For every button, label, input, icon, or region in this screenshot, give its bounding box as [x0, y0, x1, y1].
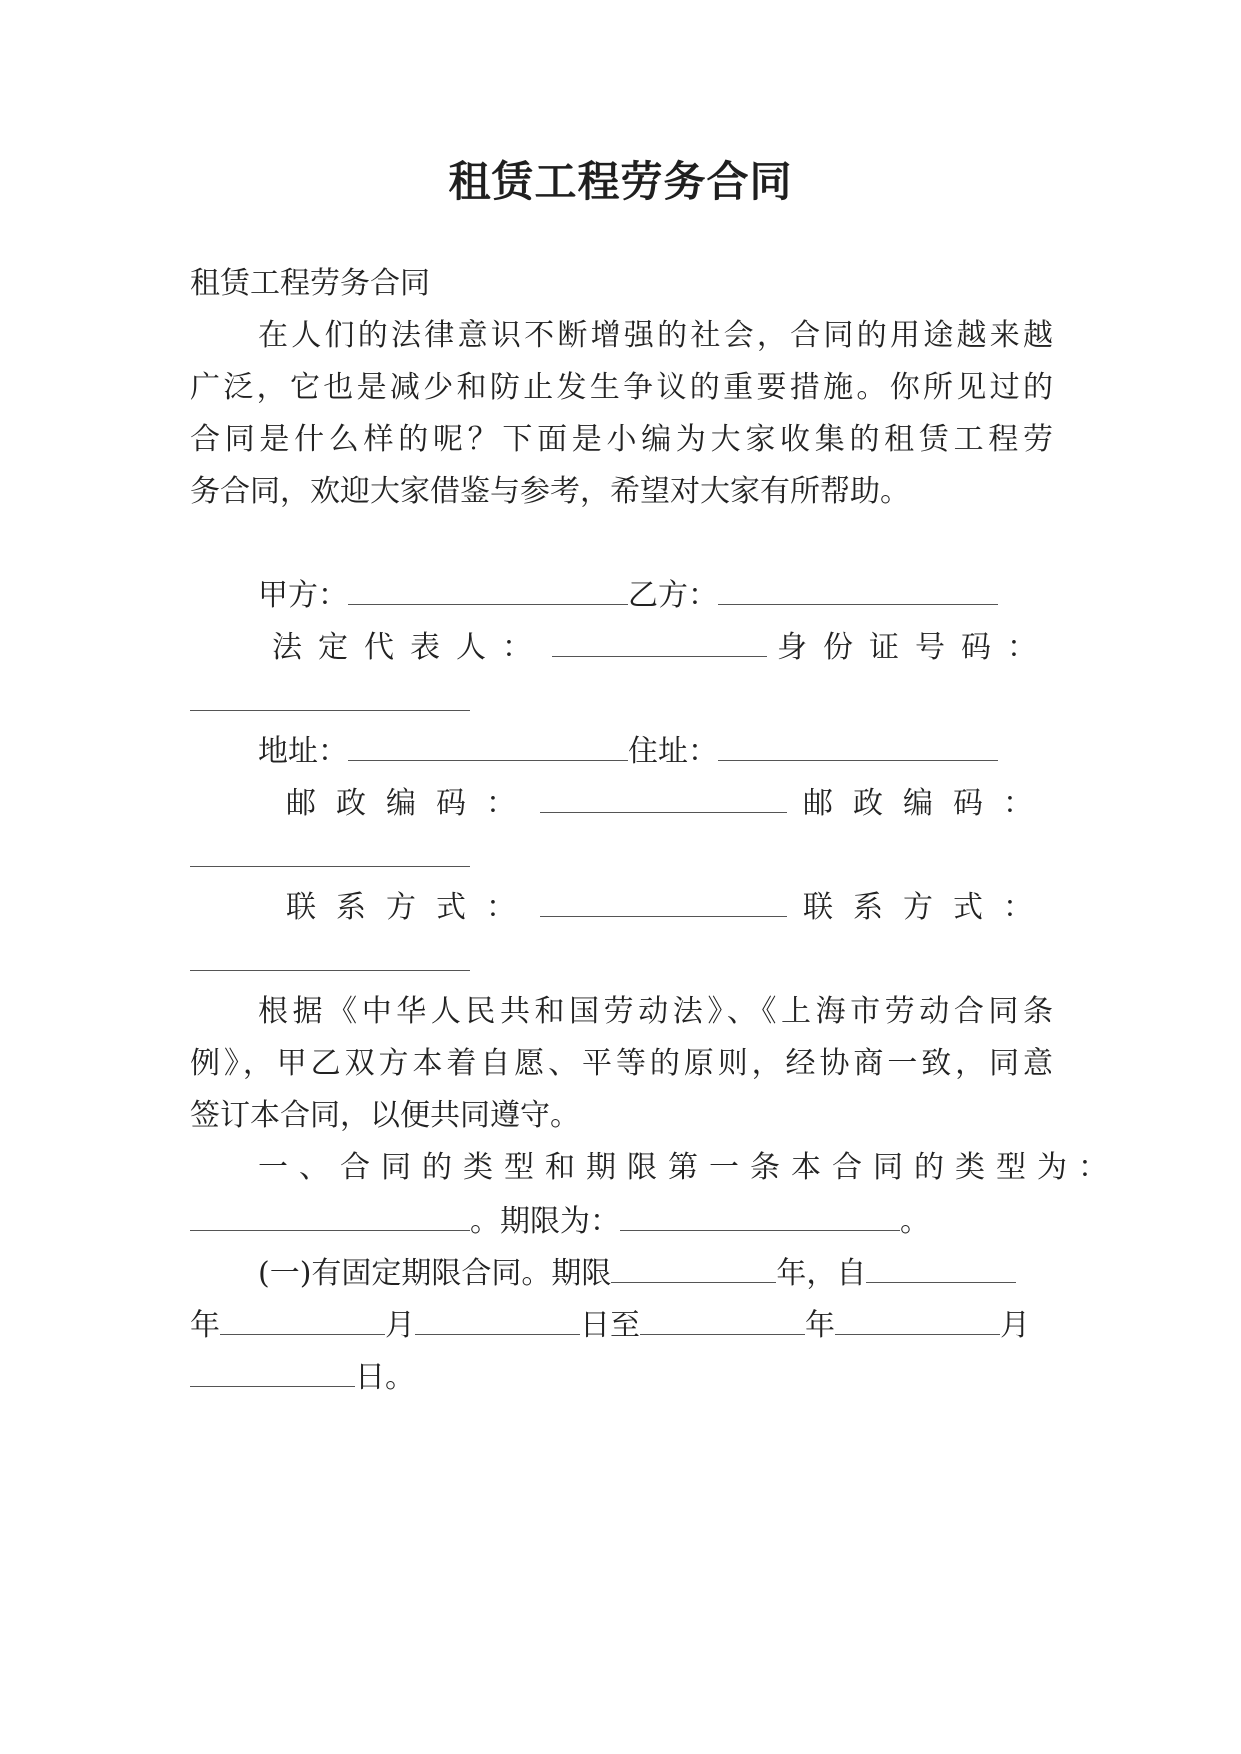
contact-b-blank[interactable]: [190, 942, 470, 971]
legal-rep-row: [258, 628, 1053, 668]
postcode-b-row: [190, 838, 470, 878]
end-day-label: 日。: [355, 1360, 415, 1395]
term-blank[interactable]: [620, 1202, 900, 1231]
fixed-term-row3: [190, 1358, 415, 1398]
contact-a-blank[interactable]: [540, 888, 787, 917]
party-row: [258, 576, 998, 616]
fixed-term-row2: [190, 1306, 1030, 1346]
address-b-label: 住址：: [628, 734, 718, 769]
postcode-row: [258, 784, 1053, 824]
postcode-b-blank[interactable]: [190, 838, 470, 867]
intro-line-3: 合同是什么样的呢？下面是小编为大家收集的租赁工程劳: [190, 422, 1053, 457]
term-label: 。期限为：: [470, 1204, 620, 1239]
start-day-blank[interactable]: [415, 1306, 580, 1335]
start-month-label: 月: [385, 1308, 415, 1343]
address-b-blank[interactable]: [718, 732, 998, 761]
contact-a-label: 联系方式：: [286, 890, 536, 925]
id-number-blank[interactable]: [190, 682, 470, 711]
party-a-blank[interactable]: [348, 576, 628, 605]
basis-line-3: 签订本合同，以便共同遵守。: [190, 1098, 580, 1133]
clause1-line1: 一、合同的类型和期限第一条本合同的类型为：: [258, 1150, 1119, 1185]
postcode-a-blank[interactable]: [540, 784, 787, 813]
start-year-blank[interactable]: [866, 1254, 1016, 1283]
start-month-blank[interactable]: [220, 1306, 385, 1335]
document-title: 租赁工程劳务合同: [448, 157, 793, 206]
end-month-label: 月: [1000, 1308, 1030, 1343]
fixed-term-year-from: 年，自: [776, 1256, 867, 1291]
party-b-label: 乙方：: [628, 578, 718, 613]
fixed-term-prefix: (一)有固定期限合同。期限: [258, 1256, 612, 1291]
contact-row: [258, 888, 1053, 928]
address-a-label: 地址：: [258, 734, 348, 769]
contract-type-blank[interactable]: [190, 1202, 470, 1231]
postcode-a-label: 邮政编码：: [286, 786, 536, 821]
contact-b-label: 联系方式：: [803, 890, 1053, 925]
end-year-label: 年: [805, 1308, 835, 1343]
fixed-term-years-blank[interactable]: [611, 1254, 776, 1283]
party-b-blank[interactable]: [718, 576, 998, 605]
start-year-label: 年: [190, 1308, 220, 1343]
end-day-blank[interactable]: [190, 1358, 355, 1387]
contact-b-row: [190, 942, 470, 982]
id-number-label: 身份证号码：: [777, 630, 1053, 665]
fixed-term-row1: [258, 1254, 1016, 1294]
basis-line-2: 例》，甲乙双方本着自愿、平等的原则，经协商一致，同意: [190, 1046, 1053, 1081]
intro-line-1: 在人们的法律意识不断增强的社会，合同的用途越来越: [258, 318, 1053, 353]
party-a-label: 甲方：: [258, 578, 348, 613]
term-end: 。: [900, 1204, 930, 1239]
start-day-to-label: 日至: [580, 1308, 640, 1343]
legal-rep-label: 法定代表人：: [272, 630, 548, 665]
end-year-blank[interactable]: [640, 1306, 805, 1335]
id-number-row: [190, 682, 470, 722]
legal-rep-blank[interactable]: [552, 628, 767, 657]
basis-line-1: 根据《中华人民共和国劳动法》、《上海市劳动合同条: [258, 994, 1053, 1029]
document-subtitle: 租赁工程劳务合同: [190, 266, 430, 301]
end-month-blank[interactable]: [835, 1306, 1000, 1335]
clause1-term-row: [190, 1202, 930, 1242]
address-a-blank[interactable]: [348, 732, 628, 761]
intro-line-4: 务合同，欢迎大家借鉴与参考，希望对大家有所帮助。: [190, 474, 910, 509]
postcode-b-label: 邮政编码：: [803, 786, 1053, 821]
intro-line-2: 广泛，它也是减少和防止发生争议的重要措施。你所见过的: [190, 370, 1053, 405]
address-row: [258, 732, 998, 772]
